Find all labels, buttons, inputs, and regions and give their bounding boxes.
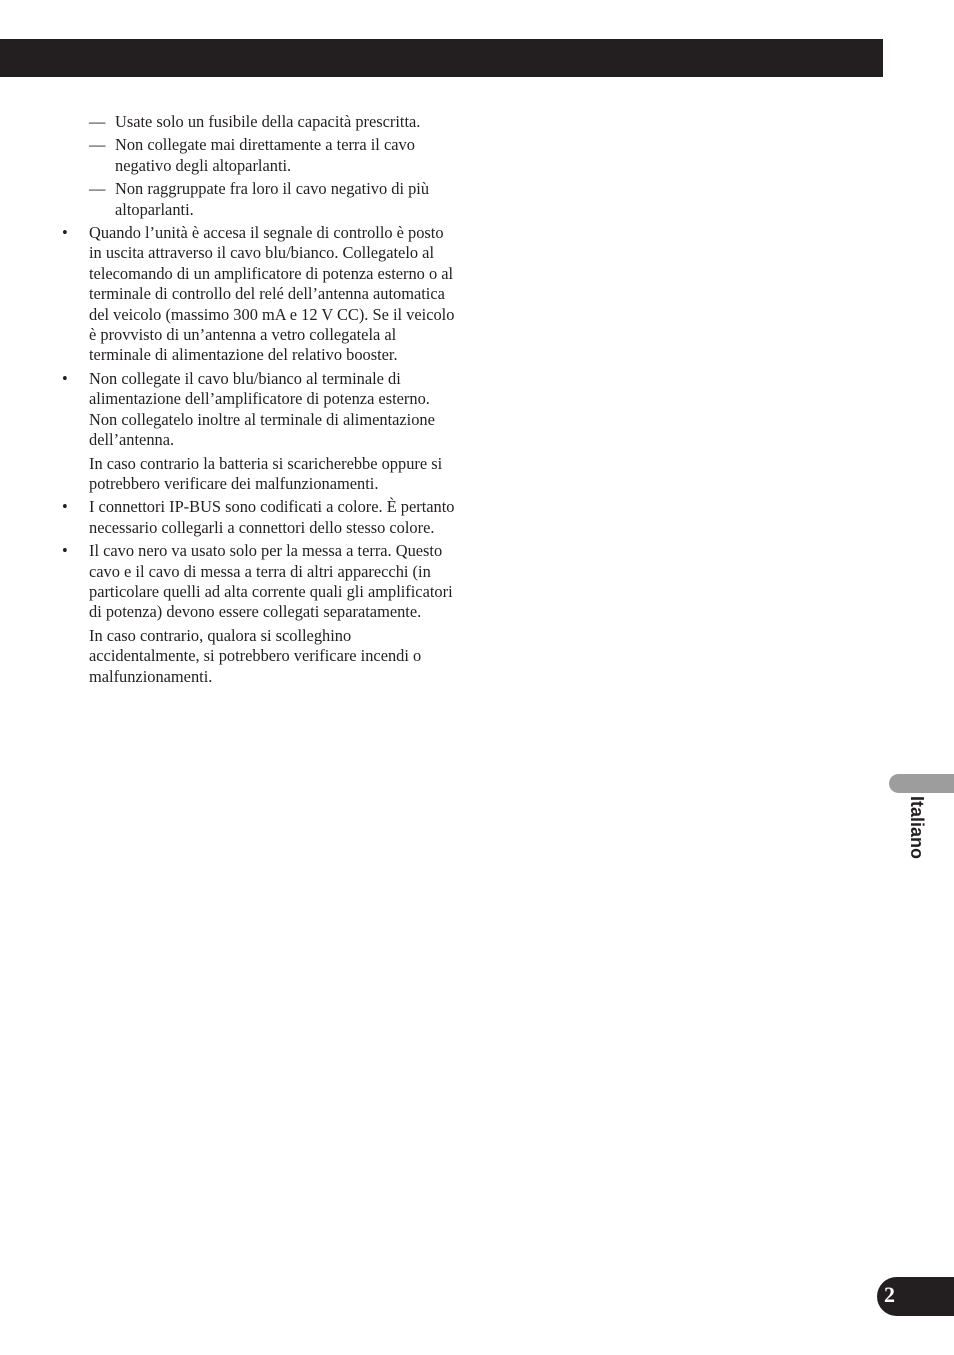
bullet-paragraph: In caso contrario, qualora si scolleghino accidentalmente, si potrebbero verificare incendi o malfunzionamenti. (89, 625, 422, 686)
header-bar (0, 39, 883, 77)
list-item-text: Usate solo un fusibile della capacità prescritta. (115, 112, 421, 131)
dash-marker: — (89, 179, 106, 199)
language-label: Italiano (907, 796, 927, 860)
list-item-ground (60, 135, 460, 176)
language-tab (889, 774, 954, 793)
dash-marker: — (89, 112, 106, 131)
bullet-item-blue-white-cable (60, 369, 460, 494)
bullet-marker: • (62, 497, 68, 517)
bullet-item-control-signal (60, 223, 460, 366)
bullet-marker: • (62, 223, 68, 243)
bullet-paragraph: In caso contrario la batteria si scaricherebbe oppure si potrebbero verificare dei malfunzionamenti. (89, 453, 443, 493)
bullet-marker: • (62, 368, 68, 388)
bullet-item-ip-bus (60, 497, 460, 538)
bullet-paragraph: I connettori IP-BUS sono codificati a colore. È pertanto necessario collegarli a connettori dello stesso colore. (89, 497, 455, 537)
page-number: 2 (884, 1282, 895, 1307)
bullet-item-black-cable (60, 541, 460, 687)
list-item-text: Non collegate mai direttamente a terra il cavo negativo degli altoparlanti. (115, 135, 415, 175)
bullet-marker: • (62, 541, 68, 561)
list-item-fuse (60, 112, 460, 132)
bullet-paragraph: Non collegate il cavo blu/bianco al terminale di alimentazione dell’amplificatore di potenza esterno. Non collegatelo inoltre al terminale di alimentazione dell’antenna. (89, 368, 435, 450)
dash-marker: — (89, 135, 106, 155)
bullet-paragraph: Quando l’unità è accesa il segnale di controllo è posto in uscita attraverso il cavo blu/bianco. Collegatelo al telecomando di un amplificatore di potenza esterno o al terminale di controllo del relé dell’antenna automatica del veicolo (massimo 300 mA e 12 V CC). Se il veicolo è provvisto di un’antenna a vetro collegatela al terminale di alimentazione del relativo booster. (89, 223, 455, 365)
list-item-negative (60, 179, 460, 220)
bullet-paragraph: Il cavo nero va usato solo per la messa a terra. Questo cavo e il cavo di messa a terra di altri apparecchi (in particolare quelli ad alta corrente quali gli amplificatori di potenza) devono essere collegati separatamente. (89, 541, 453, 622)
list-item-text: Non raggruppate fra loro il cavo negativo di più altoparlanti. (115, 179, 430, 219)
main-content (60, 112, 460, 690)
